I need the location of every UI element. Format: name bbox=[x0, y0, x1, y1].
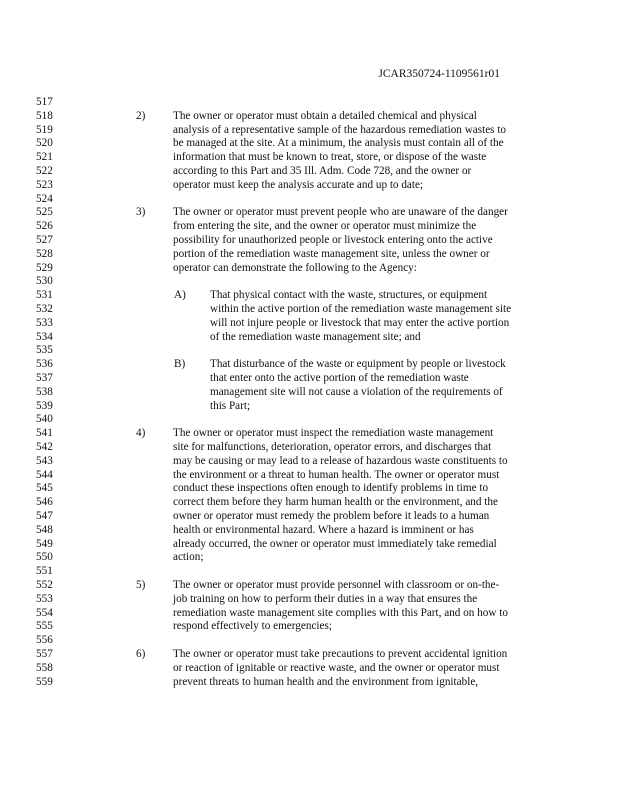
document-line bbox=[0, 469, 618, 483]
line-text: respond effectively to emergencies; bbox=[173, 620, 332, 633]
line-number: 531 bbox=[36, 289, 53, 302]
line-number: 526 bbox=[36, 220, 53, 233]
document-line bbox=[0, 524, 618, 538]
line-text: job training on how to perform their duties in a way that ensures the bbox=[173, 592, 478, 605]
line-text: action; bbox=[173, 551, 204, 564]
document-line bbox=[0, 96, 618, 110]
document-line bbox=[0, 248, 618, 262]
document-line bbox=[0, 538, 618, 552]
line-number: 541 bbox=[36, 427, 53, 440]
line-number: 553 bbox=[36, 592, 53, 605]
line-text: information that must be known to treat, store, or dispose of the waste bbox=[173, 151, 487, 164]
document-line bbox=[0, 551, 618, 565]
line-number: 548 bbox=[36, 523, 53, 536]
document-line bbox=[0, 179, 618, 193]
document-line bbox=[0, 482, 618, 496]
line-number: 543 bbox=[36, 454, 53, 467]
document-line bbox=[0, 676, 618, 690]
line-text: of the remediation waste management site; and bbox=[210, 330, 421, 343]
line-number: 550 bbox=[36, 551, 53, 564]
document-line bbox=[0, 662, 618, 676]
document-line bbox=[0, 634, 618, 648]
line-number: 530 bbox=[36, 275, 53, 288]
line-text: The owner or operator must inspect the remediation waste management bbox=[173, 427, 494, 440]
document-line bbox=[0, 110, 618, 124]
line-text: The owner or operator must take precautions to prevent accidental ignition bbox=[173, 648, 508, 660]
document-line bbox=[0, 496, 618, 510]
item-label: A) bbox=[174, 289, 186, 302]
line-number: 544 bbox=[36, 468, 53, 481]
line-text: conduct these inspections often enough to identify problems in time to bbox=[173, 482, 489, 495]
line-number: 522 bbox=[36, 165, 53, 177]
document-line bbox=[0, 137, 618, 151]
line-text: this Part; bbox=[210, 399, 251, 412]
line-number: 551 bbox=[36, 565, 53, 578]
line-number: 536 bbox=[36, 358, 53, 371]
line-text: correct them before they harm human health or the environment, and the bbox=[173, 496, 498, 509]
line-number: 520 bbox=[36, 137, 53, 150]
line-text: That physical contact with the waste, structures, or equipment bbox=[210, 289, 488, 302]
line-text: analysis of a representative sample of the hazardous remediation wastes to bbox=[173, 123, 507, 136]
document-line bbox=[0, 220, 618, 234]
line-text: portion of the remediation waste management site, unless the owner or bbox=[173, 247, 490, 260]
line-text: prevent threats to human health and the environment from ignitable, bbox=[173, 675, 479, 688]
document-line bbox=[0, 620, 618, 634]
line-text: remediation waste management site complies with this Part, and on how to bbox=[173, 606, 508, 619]
document-line bbox=[0, 262, 618, 276]
line-number: 537 bbox=[36, 372, 53, 384]
line-text: will not injure people or livestock that may enter the active portion bbox=[210, 316, 510, 329]
document-line bbox=[0, 510, 618, 524]
document-line bbox=[0, 441, 618, 455]
line-text: be managed at the site. At a minimum, the analysis must contain all of the bbox=[173, 137, 504, 150]
document-line bbox=[0, 331, 618, 345]
line-text: within the active portion of the remediation waste management site bbox=[210, 303, 512, 315]
item-label: 5) bbox=[136, 579, 146, 591]
line-text: operator can demonstrate the following to the Agency: bbox=[173, 261, 417, 274]
line-number: 542 bbox=[36, 441, 53, 453]
document-line bbox=[0, 151, 618, 165]
document-line bbox=[0, 455, 618, 469]
line-number: 517 bbox=[36, 96, 53, 108]
document-line bbox=[0, 344, 618, 358]
line-number: 525 bbox=[36, 206, 53, 219]
document-line bbox=[0, 358, 618, 372]
line-number: 549 bbox=[36, 537, 53, 550]
line-text: owner or operator must remedy the problem before it leads to a human bbox=[173, 510, 490, 522]
item-label: 4) bbox=[136, 427, 146, 440]
line-number: 528 bbox=[36, 247, 53, 260]
document-line bbox=[0, 579, 618, 593]
document-line bbox=[0, 303, 618, 317]
document-line bbox=[0, 372, 618, 386]
line-text: The owner or operator must obtain a detailed chemical and physical bbox=[173, 109, 477, 122]
line-number: 533 bbox=[36, 316, 53, 329]
item-label: B) bbox=[174, 358, 186, 371]
document-line bbox=[0, 648, 618, 662]
document-line bbox=[0, 427, 618, 441]
document-line bbox=[0, 234, 618, 248]
line-text: or reaction of ignitable or reactive waste, and the owner or operator must bbox=[173, 661, 500, 674]
line-number: 535 bbox=[36, 344, 53, 357]
line-number: 523 bbox=[36, 178, 53, 191]
line-number: 556 bbox=[36, 634, 53, 647]
document-line bbox=[0, 317, 618, 331]
item-label: 3) bbox=[136, 206, 146, 219]
line-number: 558 bbox=[36, 661, 53, 674]
line-number: 529 bbox=[36, 261, 53, 274]
line-text: site for malfunctions, deterioration, operator errors, and discharges that bbox=[173, 441, 492, 453]
line-text: already occurred, the owner or operator must immediately take remedial bbox=[173, 537, 497, 550]
line-number: 527 bbox=[36, 234, 53, 246]
document-line bbox=[0, 124, 618, 138]
line-text: according to this Part and 35 Ill. Adm. Code 728, and the owner or bbox=[173, 165, 472, 177]
line-number: 554 bbox=[36, 606, 53, 619]
line-number: 545 bbox=[36, 482, 53, 495]
line-number: 555 bbox=[36, 620, 53, 633]
line-text: from entering the site, and the owner or operator must minimize the bbox=[173, 220, 477, 233]
document-line bbox=[0, 565, 618, 579]
document-line bbox=[0, 607, 618, 621]
line-number: 521 bbox=[36, 151, 53, 164]
document-line bbox=[0, 206, 618, 220]
document-line bbox=[0, 386, 618, 400]
line-number: 557 bbox=[36, 648, 53, 660]
line-number: 534 bbox=[36, 330, 53, 343]
line-text: possibility for unauthorized people or livestock entering onto the active bbox=[173, 234, 493, 246]
line-number: 540 bbox=[36, 413, 53, 426]
document-line bbox=[0, 413, 618, 427]
document-line bbox=[0, 275, 618, 289]
line-text: that enter onto the active portion of the remediation waste bbox=[210, 372, 469, 384]
item-label: 2) bbox=[136, 109, 146, 122]
line-text: health or environmental hazard. Where a hazard is imminent or has bbox=[173, 523, 474, 536]
line-text: The owner or operator must prevent people who are unaware of the danger bbox=[173, 206, 508, 219]
line-text: operator must keep the analysis accurate and up to date; bbox=[173, 178, 424, 191]
line-number: 546 bbox=[36, 496, 53, 509]
line-text: the environment or a threat to human health. The owner or operator must bbox=[173, 468, 500, 481]
line-text: management site will not cause a violation of the requirements of bbox=[210, 385, 503, 398]
line-number: 552 bbox=[36, 579, 53, 591]
document-line bbox=[0, 593, 618, 607]
document-line bbox=[0, 193, 618, 207]
line-number: 559 bbox=[36, 675, 53, 688]
line-number: 547 bbox=[36, 510, 53, 522]
document-line bbox=[0, 400, 618, 414]
line-number: 532 bbox=[36, 303, 53, 315]
line-number: 539 bbox=[36, 399, 53, 412]
line-text: The owner or operator must provide personnel with classroom or on-the- bbox=[173, 579, 500, 591]
line-text: That disturbance of the waste or equipment by people or livestock bbox=[210, 358, 506, 371]
line-text: may be causing or may lead to a release of hazardous waste constituents to bbox=[173, 454, 508, 467]
line-number: 524 bbox=[36, 192, 53, 205]
line-number: 538 bbox=[36, 385, 53, 398]
document-line bbox=[0, 165, 618, 179]
line-number: 519 bbox=[36, 123, 53, 136]
document-line bbox=[0, 289, 618, 303]
item-label: 6) bbox=[136, 648, 146, 660]
line-number: 518 bbox=[36, 109, 53, 122]
document-id: JCAR350724-1109561r01 bbox=[378, 68, 500, 80]
